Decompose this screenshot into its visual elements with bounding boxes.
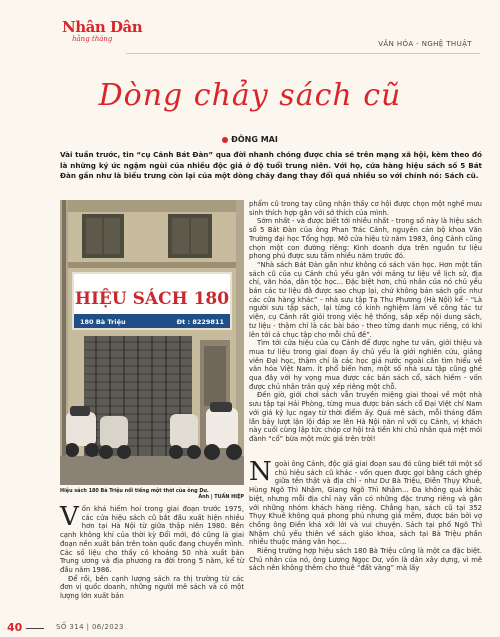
logo-sub: hằng tháng [72,35,113,43]
drop-cap: V [60,502,79,532]
shop-sign-address: 180 Bà Triệu [80,318,126,326]
paragraph: Tìm tới cửa hiệu của cụ Cảnh để được nghe tư vấn, giới thiệu và mua tư liệu trong giai đoạn ấy chủ yếu là giới nghiên cứu, giảng viên Đại học, thậm chí là các học giả nước ngoài cần tìm hiểu về văn hóa Việt Nam. Ít phổ biến hơn, một số nhà sưu tập cũng ghé qua đây với hy vọng mua được các bản sách cổ, sách hiếm - vốn được chủ nhân trân quý xếp riêng một chỗ. [249,339,482,391]
paragraph: phẩm cũ trong tay cũng nhận thấy cơ hội được chọn một nghề mưu sinh thích hợp gắn với sở thích của mình. [249,200,482,217]
author-byline [0,135,500,144]
paragraph [249,457,482,547]
article-photo [60,200,244,485]
paragraph: Riêng trường hợp hiệu sách 180 Bà Triệu cũng là một ca đặc biệt. Chủ nhân của nó, ông Lương Ngọc Dư, vốn là dân xây dựng, vì mê sách nên không thêm cho thuê “đất vàng” mà lấy [249,547,482,573]
page-number: 40 [7,621,23,634]
paragraph-text: goài ông Cảnh, độc giả giai đoạn sau đó cũng biết tới một số chủ hiệu sách cũ khác - vốn quen được gọi bằng cách ghép giữa tên thật và địa chỉ - như Dư Bà Triệu, Điền Thụy Khuê, Hùng Ngõ Thì Nhậm, Giang Ngõ Thì Nhậm... Đa không quá khác biệt, nhưng mỗi địa chỉ này vẫn có những đặc trưng riêng và gắn với những nhóm khách hàng riêng. Chẳng hạn, sách cũ tại 352 Thụy Khuê không quá phong phú nhưng giá mềm, được bán bởi vợ chồng ông Điền khá xởi lởi và vui chuyện. Sách tại phố Ngõ Thì Nhậm chủ yếu thiên về sách giáo khoa, sách tại Bà Triệu phần nhiều thuộc mảng văn học... [249,460,482,547]
paragraph: Đến giờ, giới chơi sách vẫn truyền miệng giai thoại về một nhà sưu tập tại Hải Phòng, từng mua được bản sách cổ Đại Việt chí Nam với giá kỷ lục ngay từ thời điểm ấy. Quá mê sách, mỗi tháng đầm lần bảy lượt lặn lội đáp xe lên Hà Nội năn nỉ với cụ Cảnh, vị khách này cuối cùng lập tức chóp cơ hội trả tiền khi chủ nhân quá mệt mỏi đành “cố” bừa một mức giá trên trời! [249,391,482,443]
footer-divider [26,628,44,629]
paragraph: Sớm nhất - và được biết tới nhiều nhất - trong số này là hiệu sách số 5 Bát Đàn của ông Phan Trác Cảnh, nguyên cán bộ khoa Văn Trường đại học Tổng hợp. Mở cửa hiệu từ năm 1983, ông Cảnh cũng chọn một con đường riêng: Kinh doanh dựa trên nguồn tư liệu phong phú được sưu tầm nhiều năm trước đó. [249,217,482,261]
publication-logo [62,18,143,44]
photo-caption [60,488,244,500]
issue-label: SỐ 314 | 06/2023 [56,623,124,631]
header-divider [126,53,480,54]
author-dot-icon [222,137,228,143]
author-name: ĐÔNG MAI [231,135,278,144]
article-lead: Vài tuần trước, tin “cụ Cảnh Bát Đàn” qua đời nhanh chóng được chia sẻ trên mạng xã hội, kèm theo đó là những ký ức ngậm ngùi của nhiều độc giả ở độ tuổi trung niên. Với họ, cửa hàng hiệu sách số 5 Bát Đàn gần như là biểu trưng còn lại của một dòng chảy đang thay đổi quá nhiều so với chính nó: Sách cũ. [60,150,482,180]
drop-cap: N [249,457,272,487]
photo-credit: Ảnh | TUẤN HIỆP [198,494,244,500]
paragraph-text: ốn khá hiếm hoi trong giai đoạn trước 1975, các cửa hiệu sách cũ bắt đầu xuất hiện nhiều hơn tại Hà Nội từ giữa thập niên 1980. Bên cạnh không khí của thời kỳ Đổi mới, đó cũng là giai đoạn nền xuất bản trên toàn quốc đang chuyển mình. Các số liệu cho thấy có khoảng 50 nhà xuất bản Trung ương và địa phương ra đời trong 5 năm, kể từ đầu năm 1986. [60,505,245,574]
body-column-left [60,502,245,601]
shop-sign-phone: Đt : 8229811 [176,318,224,326]
paragraph: Để rồi, bên cạnh lượng sách ra thị trường từ các đơn vị quốc doanh, những người mê sách và có một lượng lớn xuất bản [60,574,244,601]
article-title: Dòng chảy sách cũ [98,78,402,113]
photo-caption-text: Hiệu sách 180 Bà Triệu nổi tiếng một thời của ông Dư. [60,488,209,494]
body-column-right-upper [249,200,482,444]
paragraph [60,502,245,575]
body-column-right-lower [249,457,482,573]
logo-main: Nhân Dân [62,18,143,36]
paragraph: “Nhà sách Bát Đàn gần như không có sách văn học. Hơn một tấn sách cũ của cụ Cảnh chủ yếu gắn với mảng tư liệu về lịch sử, địa chí, văn hóa, dân tộc học... Đặc biệt hơn, chủ nhân của nó chủ yếu bán các tư liệu đã được sao chụp lại, chứ không bán sách gốc như các cửa hàng khác” - nhà sưu tập Tạ Thu Phương (Hà Nội) kể - “Là người sưu tập sách, lại từng có kinh nghiệm làm về công tác tư viện, cụ Cảnh rất giỏi trong việc hệ thống, sắp xếp nội dung sách, tư liệu - thậm chí là các bài báo - theo từng danh mục riêng, có khi lên tới cả chục tập cho mỗi chủ đề”. [249,260,482,339]
section-label: VĂN HÓA - NGHỆ THUẬT [378,40,472,48]
shop-sign-main: HIỆU SÁCH 180 [74,289,230,309]
